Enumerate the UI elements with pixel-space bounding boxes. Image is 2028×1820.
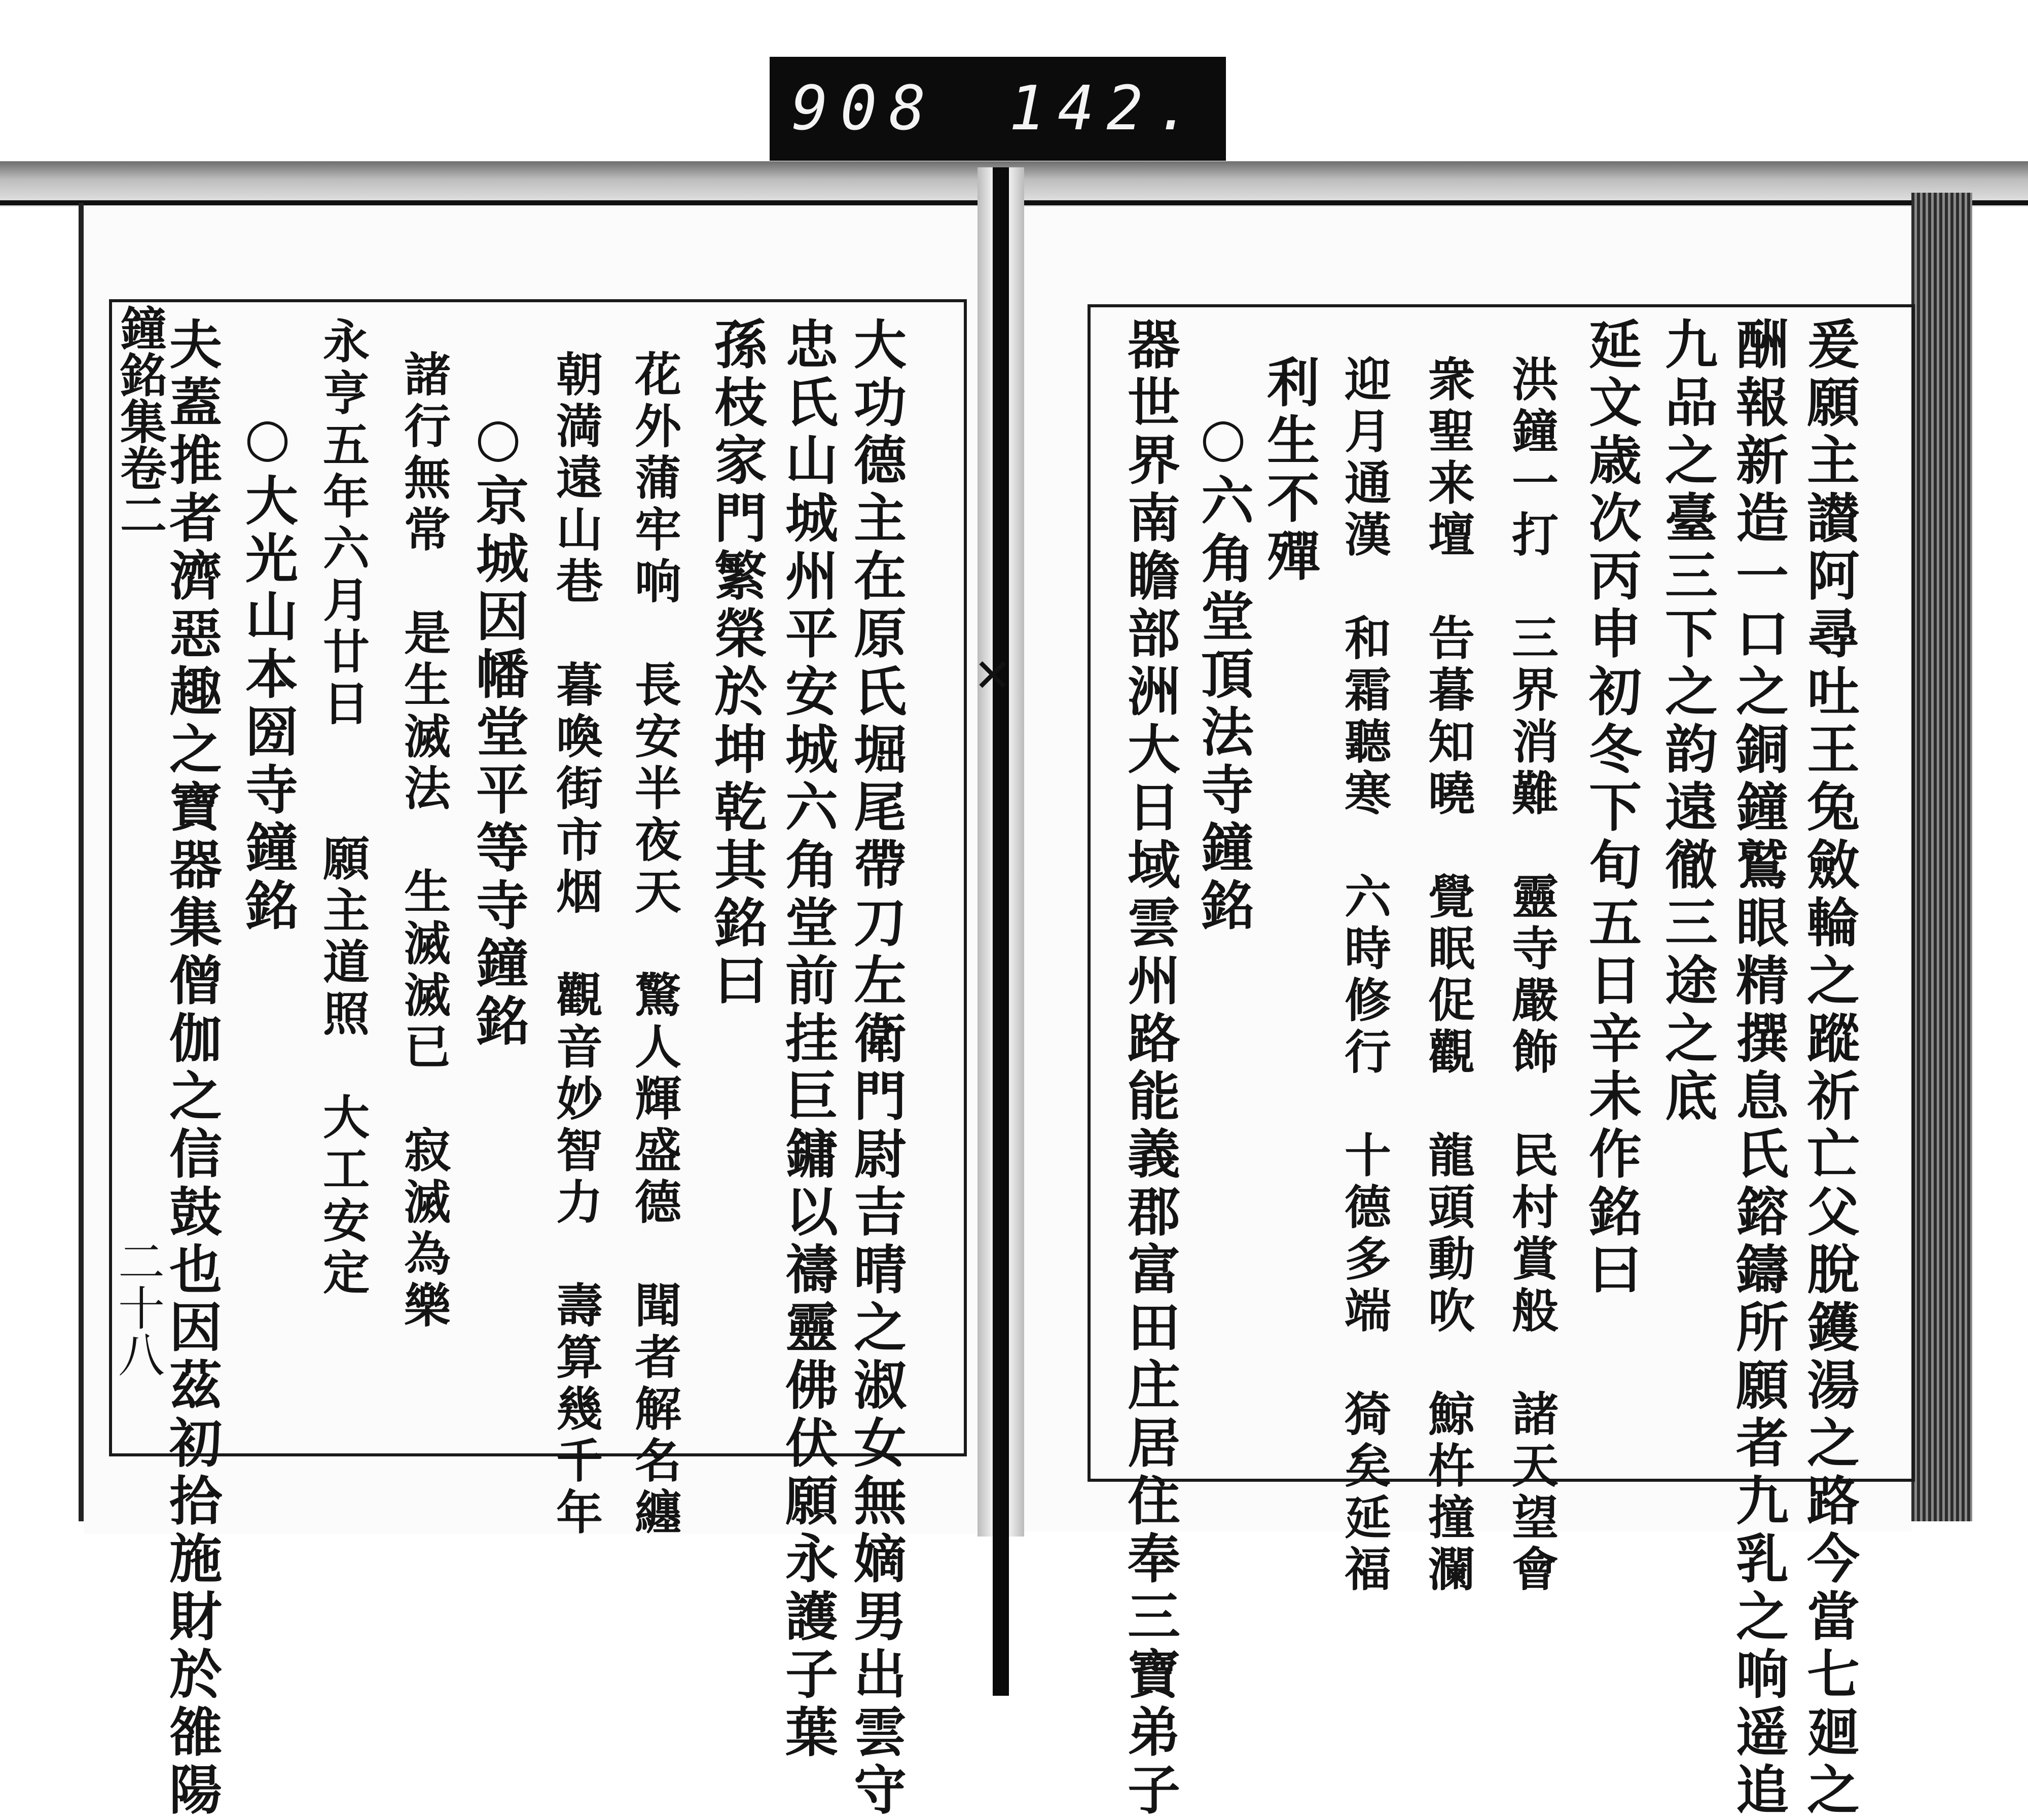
text-column: 器世界南瞻部洲大日域雲州路能義郡富田庄居住奉三寶弟子 [1118,317,1181,1820]
section-heading: ○六角堂頂法寺鐘銘 [1192,406,1254,936]
left-binding-edge [79,203,84,1521]
folio-number: 二十八 [111,1237,165,1377]
binding-thread-icon: ✕ [973,649,1012,702]
label-left-number: 908 [791,74,938,144]
text-column: 諸行無常 是生滅法 生滅滅已 寂滅為樂 [396,350,451,1333]
text-column: 九品之臺三下之韵遠徹三途之底 [1656,317,1718,1126]
text-column: 孫枝家門繁榮於坤乾其銘曰 [705,317,768,1011]
text-column: 延文歳次丙申初冬下旬五日辛未作銘曰 [1580,317,1642,1300]
text-column: 朝満遠山巷 暮喚街市烟 觀音妙智力 壽算幾千年 [549,350,603,1540]
label-right-number: 142. [1008,74,1204,144]
text-column: 爰願主讃阿尋吐王兔斂輪之蹤祈亡父脫鑊湯之路今當七廻之 [1798,317,1860,1820]
text-column: 酬報新造一口之銅鐘鷲眼精撰息氏鎔鑄所願者九乳之响遥追 [1727,317,1789,1820]
section-heading: ○大光山本圀寺鐘銘 [236,406,299,936]
text-column: 迎月通漢 和霜聽寒 六時修行 十德多端 猗矣延福 [1337,355,1392,1596]
text-column: 夫蓋推者濟惡趣之寶器集僧伽之信鼓也因茲初拾施財於雒陽 [160,317,223,1820]
margin-title: 鐘銘集卷二 [113,304,167,538]
text-column: 永亨五年六月廿日 願主道照 大工安定 [315,317,370,1300]
book-fore-edge [1911,193,1972,1521]
book-spine [993,167,1009,1696]
section-heading: ○京城因幡堂平等寺鐘銘 [467,406,529,1051]
text-column: 衆聖来壇 告暮知曉 覺眠促觀 龍頭動吹 鯨杵撞瀾 [1421,355,1475,1596]
text-column: 利生不殫 [1258,355,1320,586]
text-column: 大功德主在原氏堀尾帶刀左衛門尉吉晴之淑女無嫡男出雲守 [845,317,907,1820]
text-column: 洪鐘一打 三界消難 靈寺嚴飾 民村賞般 諸天望會 [1504,355,1559,1596]
catalogue-label [770,57,1226,161]
text-column: 花外蒲牢响 長安半夜天 驚人輝盛德 聞者解名纏 [627,350,682,1540]
text-column: 忠氏山城州平安城六角堂前挂巨鏞以禱靈佛伏願永護子葉 [776,317,839,1762]
